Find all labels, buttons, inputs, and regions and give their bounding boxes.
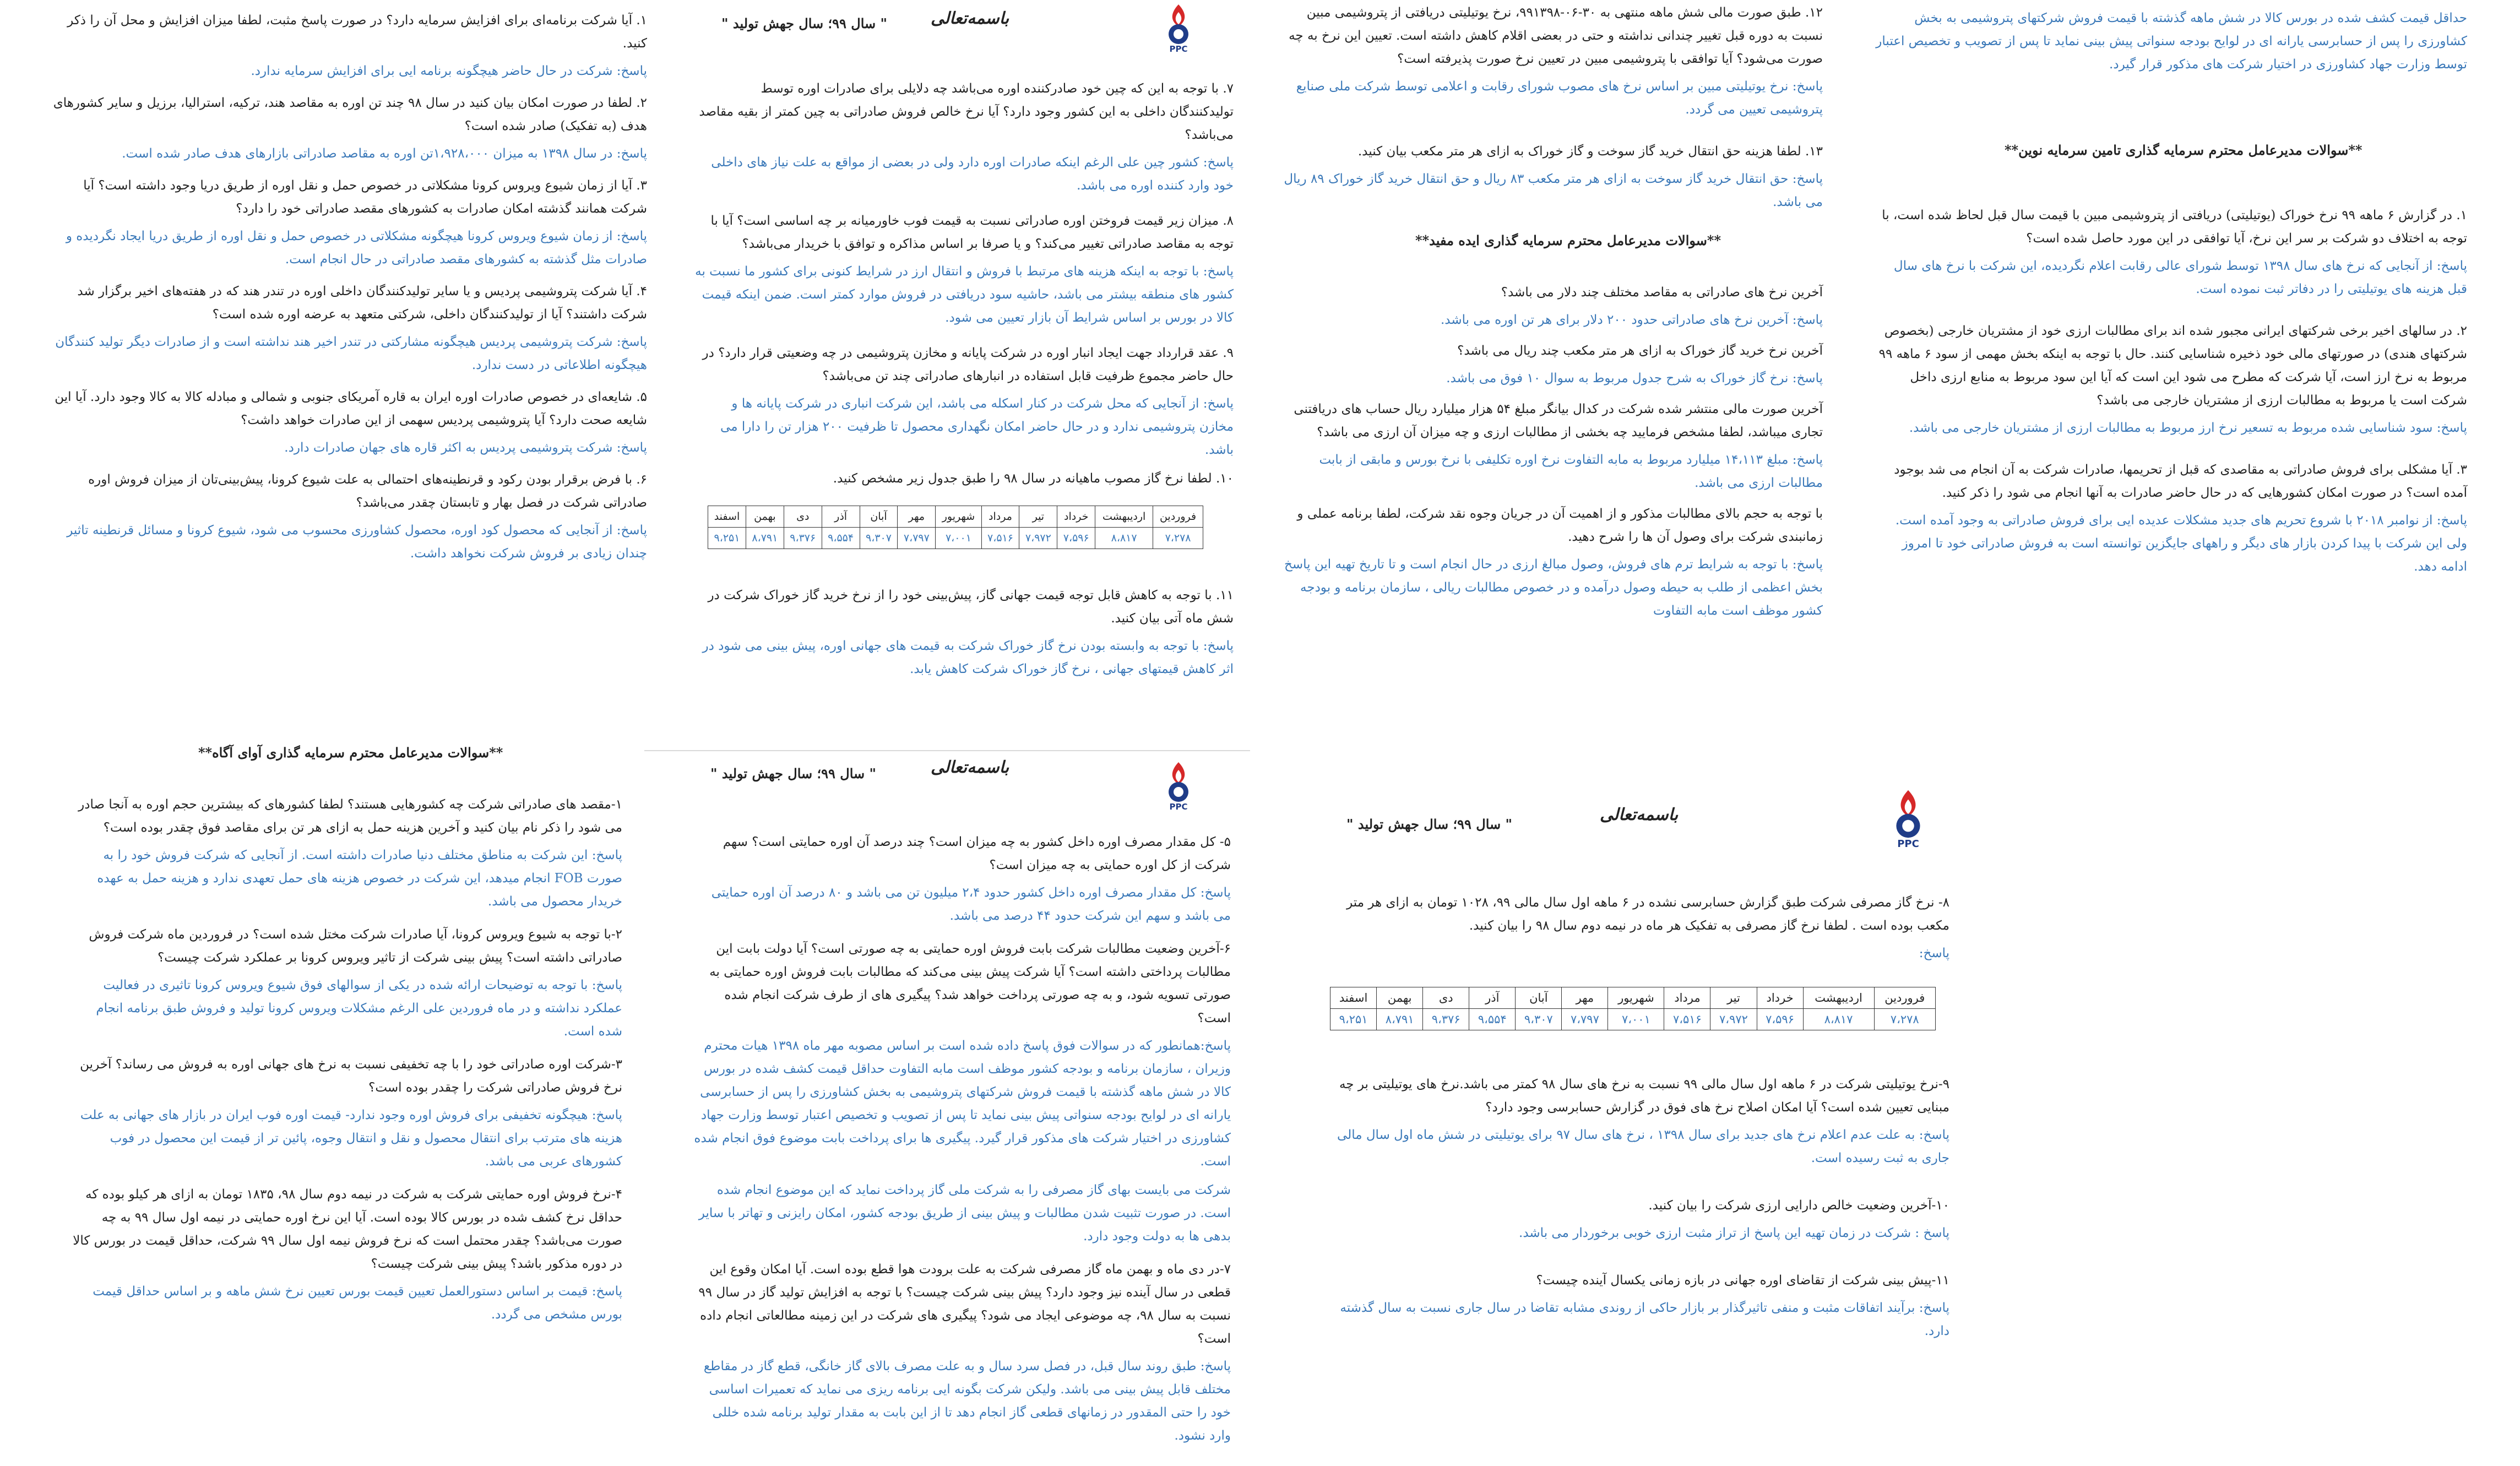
question: ۶-آخرین وضعیت مطالبات شرکت بابت فروش اوره حمایتی به چه صورتی است؟ آیا دولت بابت این مطالبات پرداختی داشته است؟ آیا شرکت پیش بینی می‌کند که مطالبات بابت فروش اوره حمایتی به صورتی تسویه شود، و به چه صورتی پرداخت خواهد شد؟ پیگیری های از طرف شرکت انجام شده است؟ — [709, 942, 1231, 1025]
answer: پاسخ: با توجه به وابسته بودن نرخ گاز خوراک شرکت به قیمت های جهانی اوره، پیش بینی می شود در اثر کاهش قیمتهای جهانی ، نرخ گاز خوراک شرکت کاهش یابد. — [702, 639, 1234, 676]
basmala: باسمه‌تعالی — [1600, 805, 1679, 824]
table-month-cell: شهریور — [936, 506, 981, 528]
answer: پاسخ: این شرکت به مناطق مختلف دنیا صادرات داشته است. از آنجایی که شرکت فروش خود را به صورت FOB انجام میدهد، این شرکت در خصوص هزینه های حمل تعهدی ندارد و هزینه حمل به عهده خریدار محصول می باشد. — [97, 848, 622, 909]
table-month-cell: دی — [1423, 987, 1469, 1009]
answer: پاسخ: کشور چین علی الرغم اینکه صادرات اوره دارد ولی در بعضی از مواقع به علت نیاز های داخلی خود وارد کننده اوره می باشد. — [711, 155, 1234, 193]
table-rate-cell: ۹،۵۵۴ — [1469, 1009, 1516, 1030]
question: ۵- کل مقدار مصرف اوره داخل کشور به چه میزان است؟ چند درصد آن اوره حمایتی است؟ سهم شرکت از کل اوره حمایتی به چه میزان است؟ — [723, 835, 1231, 872]
question: ۱۲. طبق صورت مالی شش ماهه منتهی به ۳۰-۰۶-۹۹۱۳۹۸، نرخ یوتیلیتی دریافتی از پتروشیمی مبین نسبت به دوره قبل تغییر چندانی نداشته و حتی در بعضی اقلام کاهش داشته است. تعیین این نرخ به چه صورت می‌شود؟ آیا توافقی با پتروشیمی مبین در تعیین نرخ صورت پذیرفته است؟ — [1289, 6, 1823, 66]
question: ۸- نرخ گاز مصرفی شرکت طبق گزارش حسابرسی نشده در ۶ ماهه اول سال مالی ۹۹، ۱۰۲۸ تومان به ازای هر متر مکعب بوده است . لطفا نرخ گاز مصرفی به تفکیک هر ماه در نیمه دوم سال ۹۸ را بیان کنید. — [1346, 895, 1949, 933]
heading-avaye-agah: **سوالات مدیرعامل محترم سرمایه گذاری آوای آگاه** — [198, 745, 503, 761]
question: ۹-نرخ یوتیلیتی شرکت در ۶ ماهه اول سال مالی ۹۹ نسبت به نرخ های سال ۹۸ کمتر می باشد.نرخ های یوتیلیتی بر چه مبنایی تعیین شده است؟ آیا امکان اصلاح نرخ های فوق در گزارش حسابرسی وجود دارد؟ — [1339, 1077, 1949, 1115]
answer: پاسخ: مبلغ ۱۴،۱۱۳ میلیارد مربوط به مابه التفاوت نرخ اوره تکلیفی با نرخ بورس و مابقی از بابت مطالبات ارزی می باشد. — [1319, 453, 1823, 490]
table-rate-cell: ۷،۰۰۱ — [936, 528, 981, 549]
basmala: باسمه‌تعالی — [931, 9, 1009, 28]
slogan: " سال ۹۹؛ سال جهش تولید " — [721, 15, 887, 31]
table-rate-cell: ۷،۵۱۶ — [981, 528, 1019, 549]
table-month-cell: بهمن — [1377, 987, 1423, 1009]
table-month-cell: مهر — [898, 506, 936, 528]
table-values-row — [708, 528, 1203, 549]
question: ۷. با توجه به این که چین خود صادرکننده اوره می‌باشد چه دلایلی برای صادرات اوره توسط تولیدکنندگان داخلی به این کشور وجود دارد؟ آیا نرخ خالص فروش صادراتی به چین کمتر از بقیه مقاصد می‌باشد؟ — [699, 82, 1234, 142]
table-rate-cell: ۷،۲۷۸ — [1153, 528, 1203, 549]
table-rate-cell: ۸،۸۱۷ — [1095, 528, 1153, 549]
table-rate-cell: ۹،۳۷۶ — [1423, 1009, 1469, 1030]
answer: پاسخ: برآیند اتفاقات مثبت و منفی تاثیرگذار بر بازار حاکی از روندی مشابه تقاضا در سال جاری نسبت به سال گذشته دارد. — [1340, 1301, 1949, 1338]
question: ۶. با فرض برقرار بودن رکود و قرنطینه‌های احتمالی به علت شیوع کرونا، پیش‌بینی‌تان از میزان فروش اوره صادراتی شرکت در فصل بهار و تابستان چقدر می‌باشد؟ — [88, 473, 647, 510]
col-b-top — [1283, 1, 1823, 232]
answer: پاسخ: قیمت بر اساس دستورالعمل تعیین قیمت بورس تعیین نرخ شش ماهه و بر اساس حداقل قیمت بورس مشخص می گردد. — [93, 1284, 622, 1322]
question: ۱۰. لطفا نرخ گاز مصوب ماهیانه در سال ۹۸ را طبق جدول زیر مشخص کنید. — [833, 471, 1234, 486]
answer: شرکت می بایست بهای گاز مصرفی را به شرکت ملی گاز پرداخت نماید که این موضوع انجام شده است. در صورت تثبیت شدن مطالبات و پیش بینی از طریق بودجه کشور، امکان رایزنی و تهاتر با سایر بدهی ها به دولت وجود دارد. — [698, 1183, 1231, 1244]
table-month-cell: آذر — [1469, 987, 1516, 1009]
question: ۹. عقد قرارداد جهت ایجاد انبار اوره در شرکت پایانه و مخازن پتروشیمی در چه وضعیتی قرار دارد؟ در حال حاضر مجموع ظرفیت قابل استفاده در انبارهای صادراتی چند تن می‌باشد؟ — [702, 346, 1234, 383]
question: ۸. میزان زیر قیمت فروختن اوره صادراتی نسبت به قیمت فوب خاورمیانه بر چه اساسی است؟ آیا با توجه به مقاصد صادراتی تغییر می‌کند؟ و یا صرفا بر اساس مذاکره و توافق با خریدار می‌باشد؟ — [710, 214, 1234, 251]
question: آخرین نرخ های صادراتی به مقاصد مختلف چند دلار می باشد؟ — [1501, 285, 1823, 300]
table-rate-cell: ۷،۹۷۲ — [1710, 1009, 1757, 1030]
intro-text: حداقل قیمت کشف شده در بورس کالا در شش ماهه گذشته با قیمت فروش شرکتهای پتروشیمی به بخش کشاورزی را پس از حسابرسی یارانه ای در لوایح بودجه سنواتی پیش بینی نماید تا پس از تصویب و تخصیص اعتبار توسط وزارت جهاد کشاورزی در اختیار شرکت های مذکور قرار گیرد. — [1876, 11, 2467, 72]
logo-text: PPC — [1169, 802, 1188, 812]
question: ۴-نرخ فروش اوره حمایتی شرکت به شرکت در نیمه دوم سال ۹۸، ۱۸۳۵ تومان به ازای هر کیلو بوده که حداقل نرخ کشف شده در بورس کالا بوده است. آیا این نرخ اوره حمایتی در نیمه اول سال ۹۹ به چه صورت می‌باشد؟ چقدر محتمل است که نرخ فروش نیمه اول سال ۹۹ شرکت، حداقل قیمت در بورس کالا در دوره مذکور باشد؟ پیش بینی شرکت چیست؟ — [73, 1187, 622, 1271]
col-d-bottom-qa — [72, 793, 622, 1345]
slogan: " سال ۹۹؛ سال جهش تولید " — [1346, 816, 1512, 832]
ppc-logo — [1154, 760, 1203, 815]
answer: پاسخ: از آنجایی که محل شرکت در کنار اسکله می باشد، این شرکت انباری در شرکت پایانه ها و مخازن پتروشیمی ندارد و در حال حاضر امکان نگهداری محصول تا ظرفیت ۲۰۰ هزار تن را دارا می باشد. — [720, 397, 1234, 457]
basmala: باسمه‌تعالی — [931, 758, 1009, 777]
table-rate-cell: ۷،۵۱۶ — [1664, 1009, 1710, 1030]
col-a — [1872, 7, 2467, 76]
table-month-cell: تیر — [1710, 987, 1757, 1009]
question: با توجه به حجم بالای مطالبات مذکور و از اهمیت آن در جریان وجوه نقد شرکت، لطفا برنامه عملی و زمانبندی شرکت برای وصول آن ها را شرح دهید. — [1297, 507, 1823, 544]
question: آخرین صورت مالی منتشر شده شرکت در کدال بیانگر مبلغ ۵۴ هزار میلیارد ریال حساب های دریافتنی تجاری میباشد، لطفا مشخص فرمایید چه بخشی از مطالبات ارزی و چه میزان آن ارزی می باشد؟ — [1294, 402, 1823, 439]
answer: پاسخ: حق انتقال خرید گاز سوخت به ازای هر متر مکعب ۸۳ ریال و حق انتقال خرید گاز خوراک ۸۹ ریال می باشد. — [1284, 172, 1823, 209]
answer: پاسخ: شرکت در حال حاضر هیچگونه برنامه ایی برای افزایش سرمایه ندارد. — [251, 64, 647, 78]
question: ۱۳. لطفا هزینه حق انتقال خرید گاز سوخت و گاز خوراک به ازای هر متر مکعب بیان کنید. — [1357, 144, 1823, 159]
question: ۴. آیا شرکت پتروشیمی پردیس و یا سایر تولیدکنندگان داخلی اوره در تندر هند که در هفته‌های اخیر برگزار شد شرکت داشتند؟ آیا از تولیدکنندگان داخلی، شرکتی متعهد به عرضه اوره شده است؟ — [77, 284, 647, 322]
col-b-qa — [1278, 281, 1823, 641]
table-rate-cell: ۸،۷۹۱ — [1377, 1009, 1423, 1030]
answer: پاسخ: از زمان شیوع ویروس کرونا هیچگونه مشکلاتی در خصوص حمل و نقل اوره از طریق دریا ایجاد نگردیده و صادرات مثل گذشته به کشورهای مقصد صادراتی در حال انجام است. — [66, 229, 647, 267]
ppc-logo — [1154, 2, 1203, 57]
answer: پاسخ: به علت عدم اعلام نرخ های جدید برای سال ۱۳۹۸ ، نرخ های سال ۹۷ برای یوتیلیتی در شش ماه اول سال مالی جاری به ثبت رسیده است. — [1337, 1128, 1949, 1165]
col-c-qa — [694, 77, 1234, 495]
answer: پاسخ: از آنجایی که محصول کود اوره، محصول کشاورزی محسوب می شود، شیوع کرونا و مسائل قرنطینه تاثیر چندان زیادی بر فروش شرکت نخواهد داشت. — [67, 523, 647, 561]
col-a-qa — [1872, 204, 2467, 597]
table-month-cell: اردیبهشت — [1803, 987, 1874, 1009]
gas-rate-table — [708, 506, 1203, 549]
table-month-cell: مرداد — [981, 506, 1019, 528]
table-month-cell: خرداد — [1757, 987, 1803, 1009]
table-month-cell: اسفند — [1330, 987, 1377, 1009]
answer: پاسخ:همانطور که در سوالات فوق پاسخ داده شده است بر اساس مصوبه مهر ماه ۱۳۹۸ هیات محترم وزیران ، سازمان برنامه و بودجه کشور موظف است مابه التفاوت حداقل قیمت کشف شده در بورس کالا در شش ماهه گذشته با قیمت فروش شرکتهای پتروشیمی به بخش کشاورزی را پس از حسابرسی یارانه ای در لوایح بودجه سنواتی پیش بینی نماید تا پس از تصویب و تخصیص اعتبار توسط وزارت جهاد کشاورزی در اختیار شرکت های مذکور قرار گیرد. پیگیری ها برای پرداخت بابت موضوع فوق انجام شده است. — [694, 1039, 1231, 1169]
table-month-cell: اردیبهشت — [1095, 506, 1153, 528]
ppc-logo — [1878, 788, 1938, 854]
table-rate-cell: ۷،۷۹۷ — [898, 528, 936, 549]
question: ۳-شرکت اوره صادراتی خود را با چه تخفیفی نسبت به نرخ های جهانی اوره به فروش می رساند؟ آخرین نرخ فروش صادراتی شرکت را چقدر بوده است؟ — [80, 1057, 622, 1095]
answer: پاسخ: با توجه به اینکه هزینه های مرتبط با فروش و انتقال ارز در شرایط کنونی برای کشور ما نسبت به کشور های منطقه بیشتر می باشد، حاشیه سود دریافتی در فروش موارد کمتر است. ضمن اینکه قیمت کالا در بورس بر اساس شرایط آن بازار تعیین می شود. — [695, 264, 1234, 325]
table-rate-cell: ۹،۲۵۱ — [1330, 1009, 1377, 1030]
table-rate-cell: ۷،۵۹۶ — [1757, 1009, 1803, 1030]
question: ۱. آیا شرکت برنامه‌ای برای افزایش سرمایه دارد؟ در صورت پاسخ مثبت، لطفا میزان افزایش و محل آن را ذکر کنید. — [67, 13, 647, 51]
answer: پاسخ: طبق روند سال قبل، در فصل سرد سال و به علت مصرف بالای گاز خانگی، قطع گاز در مقاطع مختلف قابل پیش بینی می باشد. ولیکن شرکت بگونه ایی برنامه ریزی می نماید که تعمیرات اساسی خود را حتی المقدور در زمانهای قطعی گاز انجام دهد تا از این بابت به مقدار تولید برنامه شده خللی وارد نشود. — [703, 1359, 1231, 1443]
question: ۱. در گزارش ۶ ماهه ۹۹ نرخ خوراک (یوتیلیتی) دریافتی از پتروشیمی مبین با قیمت سال قبل لحاظ شده است، با توجه به اختلاف دو شرکت بر سر این نرخ، آیا توافقی در این مورد حاصل شده است؟ — [1882, 208, 2467, 246]
heading-ideh-mofid: **سوالات مدیرعامل محترم سرمایه گذاری ایده مفید** — [1415, 232, 1721, 248]
answer: پاسخ: نرخ گاز خوراک به شرح جدول مربوط به سوال ۱۰ فوق می باشد. — [1446, 371, 1823, 385]
logo-text: PPC — [1169, 44, 1188, 54]
question: ۵. شایعه‌ای در خصوص صادرات اوره ایران به قاره آمریکای جنوبی و شمالی و مبادله کالا به کالا وجود دارد. آیا این شایعه صحت دارد؟ آیا پتروشیمی پردیس سهمی از این صادرات خواهد داشت؟ — [55, 390, 647, 427]
answer: پاسخ: در سال ۱۳۹۸ به میزان ۱،۹۲۸،۰۰۰تن اوره به مقاصد صادراتی بازارهای هدف صادر شده است. — [122, 146, 647, 161]
table-header-row — [708, 506, 1203, 528]
table-month-cell: مهر — [1562, 987, 1608, 1009]
question: ۱۱-پیش بینی شرکت از تقاضای اوره جهانی در بازه زمانی یکسال آینده چیست؟ — [1536, 1273, 1949, 1288]
table-rate-cell: ۹،۵۵۴ — [822, 528, 860, 549]
col-c-q11 — [694, 584, 1234, 699]
col-f-q8 — [1322, 891, 1949, 965]
question: ۲-با توجه به شیوع ویروس کرونا، آیا صادرات شرکت مختل شده است؟ در فروردین ماه شرکت فروش صادراتی داشته است؟ پیش بینی شرکت از تاثیر ویروس کرونا بر عملکرد شرکت چیست؟ — [89, 927, 622, 965]
answer: پاسخ: از آنجایی که نرخ های سال ۱۳۹۸ توسط شورای عالی رقابت اعلام نگردیده، این شرکت با نرخ های سال قبل هزینه های یوتیلیتی را در دفاتر ثبت نموده است. — [1893, 259, 2467, 296]
table-month-cell: خرداد — [1057, 506, 1095, 528]
question: ۳. آیا مشکلی برای فروش صادراتی به مقاصدی که قبل از تحریمها، صادرات شرکت به آن انجام می شد بوجود آمده است؟ در صورت امکان کشورهایی که در حال حاضر صادرات به آنها انجام می شود را ذکر کنید. — [1894, 463, 2467, 500]
answer: پاسخ: سود شناسایی شده مربوط به تسعیر نرخ ارز مربوط به مطالبات ارزی از مشتریان خارجی می باشد. — [1909, 421, 2467, 435]
table-values-row — [1330, 1009, 1936, 1030]
page-divider — [644, 750, 1250, 751]
answer: پاسخ: آخرین نرخ های صادراتی حدود ۲۰۰ دلار برای هر تن اوره می باشد. — [1440, 313, 1823, 327]
table-rate-cell: ۷،۵۹۶ — [1057, 528, 1095, 549]
table-rate-cell: ۹،۲۵۱ — [708, 528, 746, 549]
table-rate-cell: ۹،۳۰۷ — [860, 528, 898, 549]
table-rate-cell: ۷،۰۰۱ — [1608, 1009, 1664, 1030]
question: ۲. لطفا در صورت امکان بیان کنید در سال ۹۸ چند تن اوره به مقاصد هند، ترکیه، استرالیا، برزیل و سایر کشورهای هدف (به تفکیک) صادر شده است؟ — [53, 96, 647, 133]
table-header-row — [1330, 987, 1936, 1009]
table-rate-cell: ۹،۳۰۷ — [1516, 1009, 1562, 1030]
question: ۱۰-آخرین وضعیت خالص دارایی ارزی شرکت را بیان کنید. — [1648, 1198, 1949, 1213]
table-month-cell: آبان — [860, 506, 898, 528]
table-month-cell: فروردین — [1153, 506, 1203, 528]
col-d-qa — [52, 9, 647, 584]
question: ۷-در دی ماه و بهمن ماه گاز مصرفی شرکت به علت برودت هوا قطع بوده است. آیا امکان وقوع این قطعی در سال آینده نیز وجود دارد؟ پیش بینی شرکت چیست؟ با توجه به افزایش تولید گاز در سال ۹۹ نسبت به سال ۹۸، چه موضوعی ایجاد می شود؟ پیگیری های شرکت در این زمینه مطالعاتی انجام داده است؟ — [698, 1262, 1231, 1346]
question: ۲. در سالهای اخیر برخی شرکتهای ایرانی مجبور شده اند برای مطالبات ارزی خود از مشتریان خارجی (بخصوص شرکتهای هندی) در صورتهای مالی خود ذخیره شناسایی کنند. حال با توجه به اینکه بخش مهمی از سود ۶ ماهه ۹۹ مربوط به نرخ ارز است، آیا شرکت که مطرح می شود این است که آیا این سود مربوط به منابع ارزی داخل شرکت است یا مربوط به مطالبات ارزی از مشتریان خارجی می باشد؟ — [1878, 324, 2467, 408]
slogan: " سال ۹۹؛ سال جهش تولید " — [710, 765, 876, 781]
table-month-cell: فروردین — [1874, 987, 1936, 1009]
table-rate-cell: ۹،۳۷۶ — [784, 528, 822, 549]
question: ۳. آیا از زمان شیوع ویروس کرونا مشکلاتی در خصوص حمل و نقل اوره از طریق دریا وجود داشته است؟ آیا شرکت همانند گذشته امکان صادرات به کشورهای مقصد صادراتی خود را دارد؟ — [83, 178, 647, 216]
table-month-cell: آبان — [1516, 987, 1562, 1009]
gas-rate-table — [1330, 987, 1936, 1030]
answer: پاسخ: نرخ یوتیلیتی مبین بر اساس نرخ های مصوب شورای رقابت و اعلامی توسط شرکت ملی صنایع پتروشیمی تعیین می گردد. — [1296, 79, 1823, 117]
table-rate-cell: ۷،۷۹۷ — [1562, 1009, 1608, 1030]
logo-text: PPC — [1897, 838, 1919, 850]
table-month-cell: تیر — [1019, 506, 1057, 528]
col-e-qa — [691, 830, 1231, 1466]
table-month-cell: مرداد — [1664, 987, 1710, 1009]
table-month-cell: بهمن — [746, 506, 784, 528]
question: ۱۱. با توجه به کاهش قابل توجه قیمت جهانی گاز، پیش‌بینی خود را از نرخ خرید گاز خوراک شرکت در شش ماه آتی بیان کنید. — [708, 588, 1234, 626]
answer: پاسخ: کل مقدار مصرف اوره داخل کشور حدود ۲،۴ میلیون تن می باشد و ۸۰ درصد آن اوره حمایتی می باشد و سهم این شرکت حدود ۴۴ درصد می باشد. — [711, 886, 1231, 923]
table-month-cell: آذر — [822, 506, 860, 528]
col-f-qa — [1322, 1073, 1949, 1361]
table-month-cell: شهریور — [1608, 987, 1664, 1009]
answer: پاسخ: شرکت پتروشیمی پردیس هیچگونه مشارکتی در تندر اخیر هند نداشته است و از صادرات دیگر تولید کنندگان هیچگونه اطلاعاتی در دست ندارد. — [55, 335, 647, 372]
answer: پاسخ: با توجه به توضیحات ارائه شده در یکی از سوالهای فوق شیوع ویروس کرونا تاثیری در فعالیت عملکرد نداشته و در ماه فروردین علی الرغم مشکلات ویروس کرونا تولید و فروش طبق برنامه انجام شده است. — [96, 978, 622, 1039]
heading-novin: **سوالات مدیرعامل محترم سرمایه گذاری تامین سرمایه نوین** — [2005, 142, 2362, 158]
table-month-cell: دی — [784, 506, 822, 528]
answer: پاسخ : شرکت در زمان تهیه این پاسخ از تراز مثبت ارزی خوبی برخوردار می باشد. — [1519, 1226, 1949, 1240]
question: آخرین نرخ خرید گاز خوراک به ازای هر متر مکعب چند ریال می باشد؟ — [1457, 344, 1823, 358]
table-rate-cell: ۸،۷۹۱ — [746, 528, 784, 549]
table-month-cell: اسفند — [708, 506, 746, 528]
table-rate-cell: ۸،۸۱۷ — [1803, 1009, 1874, 1030]
question: ۱-مقصد های صادراتی شرکت چه کشورهایی هستند؟ لطفا کشورهای که بیشترین حجم اوره به آنجا صادر می شود را ذکر نام بیان کنید و آخرین هزینه حمل به ازای هر تن برای مقاصد فوق چقدر بوده است؟ — [78, 797, 622, 835]
answer: پاسخ: از نوامبر ۲۰۱۸ با شروع تحریم های جدید مشکلات عدیده ایی برای فروش صادراتی به وجود آمده است. ولی این شرکت با پیدا کردن بازار های دیگر و راههای جایگزین توانسته است به فروش صادراتی خود تا امروز ادامه دهد. — [1895, 513, 2467, 574]
answer: پاسخ: — [1919, 946, 1949, 960]
answer: پاسخ: شرکت پتروشیمی پردیس به اکثر قاره های جهان صادرات دارد. — [284, 441, 647, 455]
answer: پاسخ: با توجه به شرایط ترم های فروش، وصول مبالغ ارزی در حال انجام است و تا تاریخ تهیه این پاسخ بخش اعظمی از طلب به حیطه وصول درآمده و در خصوص مطالبات ریالی ، سازمان برنامه و بودجه کشور موظف است مابه التفاوت — [1284, 557, 1823, 618]
table-rate-cell: ۷،۲۷۸ — [1874, 1009, 1936, 1030]
table-rate-cell: ۷،۹۷۲ — [1019, 528, 1057, 549]
answer: پاسخ: هیچگونه تخفیفی برای فروش اوره وجود ندارد- قیمت اوره فوب ایران در بازار های جهانی به علت هزینه های مترتب برای انتقال محصول و نقل و انتقال وجوه، پائین تر از قیمت این محصول در فوب کشورهای عربی می باشد. — [80, 1108, 622, 1169]
